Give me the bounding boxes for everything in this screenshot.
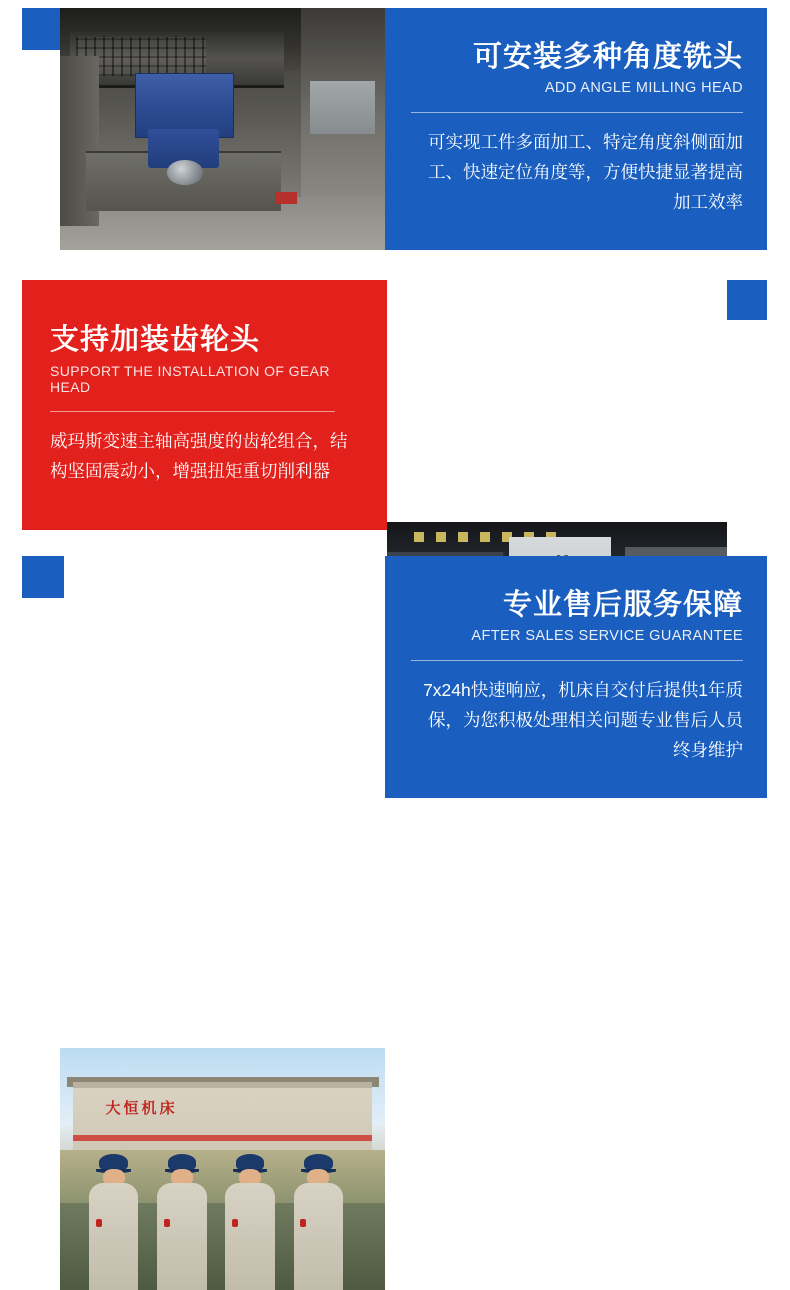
spindle-nose xyxy=(167,160,203,184)
section-2-divider xyxy=(50,411,335,412)
team-member xyxy=(291,1154,346,1290)
section-2-text-panel xyxy=(22,280,387,530)
section-1-title-en: ADD ANGLE MILLING HEAD xyxy=(544,80,743,97)
section-3-title-en: AFTER SALES SERVICE GUARANTEE xyxy=(471,628,743,645)
factory-building xyxy=(73,1082,372,1156)
building-sign-text: 大恒机床 xyxy=(105,1099,178,1117)
section-1-divider xyxy=(411,112,743,113)
accent-square-middle-right xyxy=(727,280,767,320)
section-3-image xyxy=(60,1048,385,1290)
building-red-stripe xyxy=(73,1135,372,1141)
team-member xyxy=(223,1154,278,1290)
section-3-text-panel xyxy=(385,556,767,798)
team-member xyxy=(154,1154,209,1290)
team-member xyxy=(86,1154,141,1290)
section-3-title-cn: 专业售后服务保障 xyxy=(502,588,743,621)
section-1-image xyxy=(60,8,385,250)
section-2-title-en: SUPPORT THE INSTALLATION OF GEAR HEAD xyxy=(50,363,330,396)
section-2-body: 威玛斯变速主轴高强度的齿轮组合，结构坚固震动小，增强扭矩重切削利器 xyxy=(50,431,348,482)
section-3-body: 7x24h快速响应，机床自交付后提供1年质保，为您积极处理相关问题专业售后人员终身维护 xyxy=(423,680,743,761)
person-uniform xyxy=(294,1183,344,1290)
cap-icon xyxy=(236,1154,265,1170)
workshop-window xyxy=(310,81,375,134)
section-1-text-panel xyxy=(385,8,767,250)
accent-square-top-left xyxy=(22,8,64,50)
cap-icon xyxy=(168,1154,197,1170)
section-1-title-cn: 可安装多种角度铣头 xyxy=(472,40,743,73)
accent-square-bottom-left xyxy=(22,556,64,598)
red-machine-accent xyxy=(275,192,298,204)
person-uniform xyxy=(157,1183,207,1290)
cap-icon xyxy=(304,1154,333,1170)
uniform-logo-icon xyxy=(96,1219,102,1226)
section-1-body: 可实现工件多面加工、特定角度斜侧面加工、快速定位角度等，方便快捷显著提高加工效率 xyxy=(428,132,743,213)
cap-icon xyxy=(99,1154,128,1170)
section-3-divider xyxy=(411,660,743,661)
person-uniform xyxy=(89,1183,139,1290)
uniform-logo-icon xyxy=(232,1219,238,1226)
section-2-title-cn: 支持加装齿轮头 xyxy=(50,323,261,356)
person-uniform xyxy=(225,1183,275,1290)
uniform-logo-icon xyxy=(164,1219,170,1226)
uniform-logo-icon xyxy=(300,1219,306,1226)
